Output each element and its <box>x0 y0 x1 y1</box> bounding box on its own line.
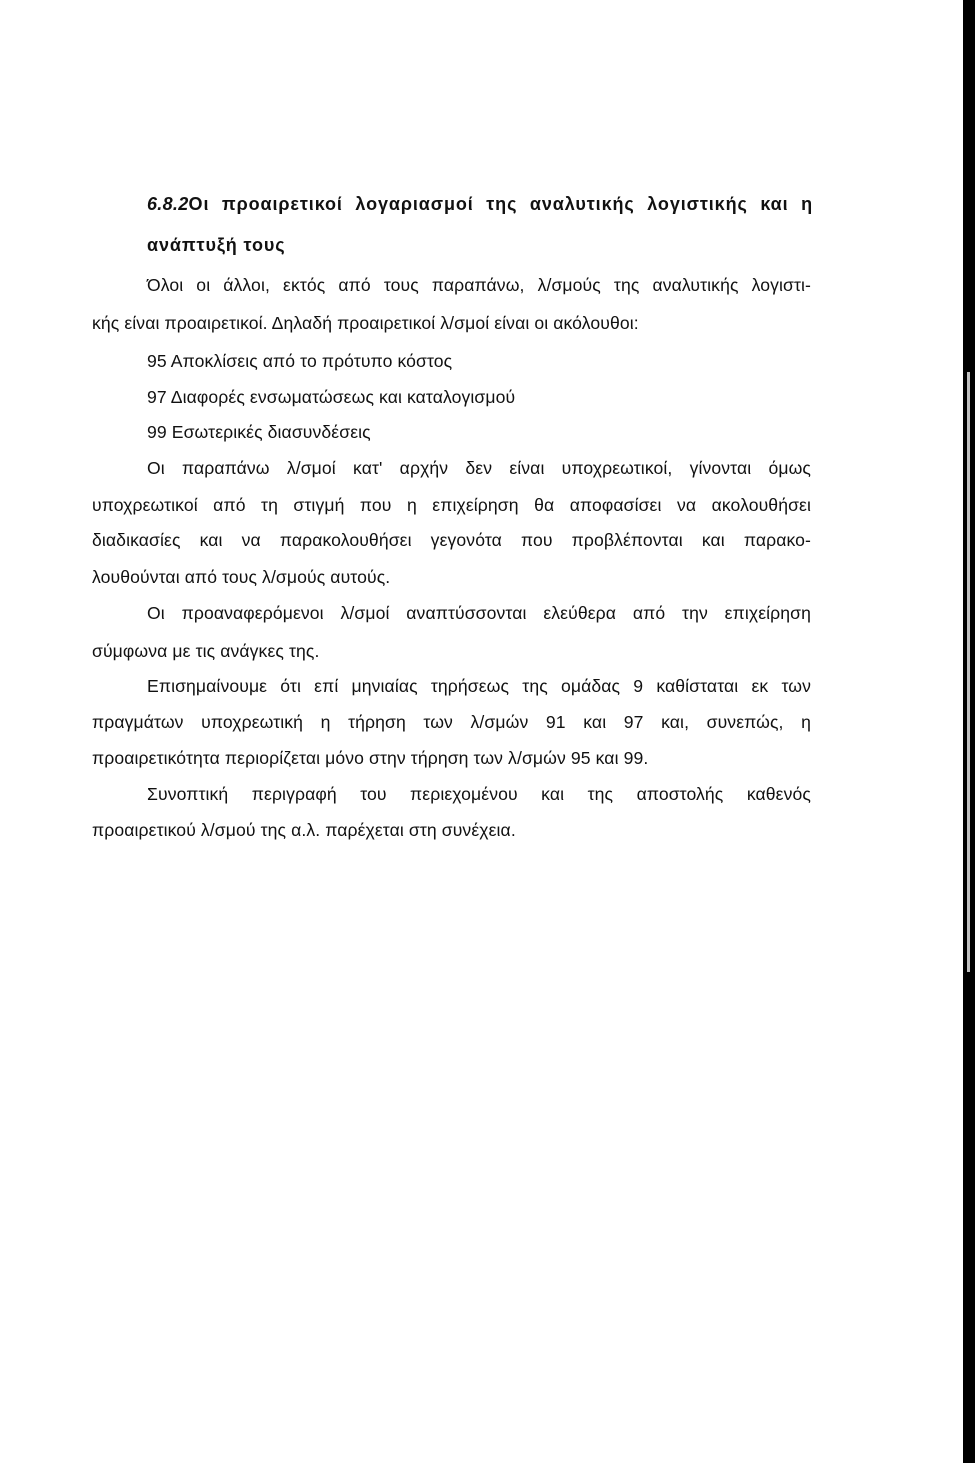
paragraph-2-line-4: λουθούνται από τους λ/σμούς αυτούς. <box>92 567 391 587</box>
paragraph-5-line-2: προαιρετικού λ/σμού της α.λ. παρέχεται στη συνέχεια. <box>92 820 516 840</box>
paragraph-4-line-1: Επισημαίνουμε ότι επί μηνιαίας τηρήσεως της ομάδας 9 καθίσταται εκ των <box>147 676 811 696</box>
paragraph-2-line-3: διαδικασίες και να παρακολουθήσει γεγονότα που προβλέπονται και παρακο- <box>92 530 811 550</box>
account-99-item: 99 Εσωτερικές διασυνδέσεις <box>147 422 371 442</box>
paragraph-4-line-3: προαιρετικότητα περιορίζεται μόνο στην τήρηση των λ/σμών 95 και 99. <box>92 748 649 768</box>
paragraph-2-line-1: Οι παραπάνω λ/σμοί κατ' αρχήν δεν είναι υποχρεωτικοί, γίνονται όμως <box>147 458 811 478</box>
paragraph-1-line-2: κής είναι προαιρετικοί. Δηλαδή προαιρετικοί λ/σμοί είναι οι ακόλουθοι: <box>92 313 639 333</box>
paragraph-5-line-1: Συνοπτική περιγραφή του περιεχομένου και της αποστολής καθενός <box>147 784 811 804</box>
account-97-item: 97 Διαφορές ενσωματώσεως και καταλογισμού <box>147 387 516 407</box>
account-95-item: 95 Αποκλίσεις από το πρότυπο κόστος <box>147 351 453 371</box>
paragraph-2-line-2: υποχρεωτικοί από τη στιγμή που η επιχείρηση θα αποφασίσει να ακολουθήσει <box>92 495 811 515</box>
section-title-part-1: Οι προαιρετικοί λογαριασμοί της αναλυτικής λογιστικής και η <box>188 194 813 214</box>
section-heading-line-2: ανάπτυξή τους <box>147 235 286 255</box>
paragraph-3-line-2: σύμφωνα με τις ανάγκες της. <box>92 641 320 661</box>
paragraph-3-line-1: Οι προαναφερόμενοι λ/σμοί αναπτύσσονται ελεύθερα από την επιχείρηση <box>147 603 811 623</box>
binding-edge-rule <box>967 372 970 972</box>
paragraph-4-line-2: πραγμάτων υποχρεωτική η τήρηση των λ/σμών 91 και 97 και, συνεπώς, η <box>92 712 811 732</box>
section-number: 6.8.2 <box>147 194 189 214</box>
paragraph-1-line-1: Όλοι οι άλλοι, εκτός από τους παραπάνω, λ/σμούς της αναλυτικής λογιστι- <box>147 275 811 295</box>
section-heading-line-1 <box>147 193 813 215</box>
